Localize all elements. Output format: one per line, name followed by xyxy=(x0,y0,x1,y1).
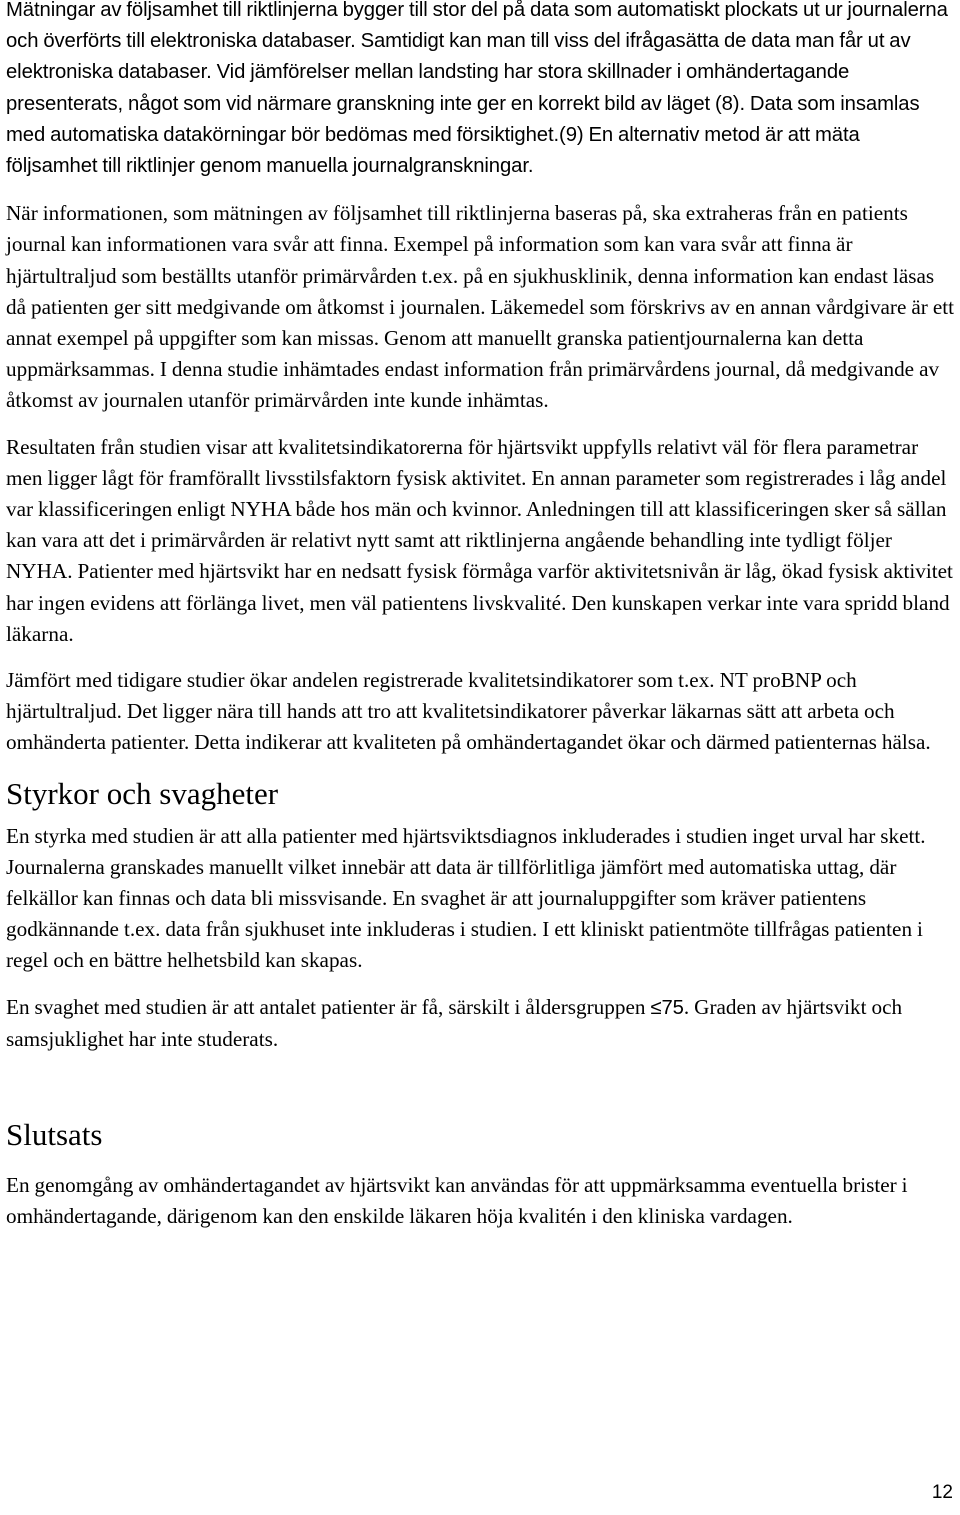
age-threshold-symbol: ≤75 xyxy=(650,996,684,1019)
document-page xyxy=(6,0,956,1233)
page-number: 12 xyxy=(931,1482,953,1503)
paragraph-weaknesses-text: En svaghet med studien är att antalet patienter är få, särskilt i åldersgruppen xyxy=(6,994,651,1019)
paragraph-conclusion: En genomgång av omhändertagandet av hjärtsvikt kan användas för att uppmärksamma eventuella brister i omhändertagande, därigenom kan den enskilde läkaren höja kvalitén i den kliniska vardagen. xyxy=(6,1173,908,1229)
paragraph-databases-citation: (9) En alternativ metod är att mäta följsamhet till riktlinjer genom manuella journalgranskningar. xyxy=(6,123,860,178)
paragraph-weaknesses-rest: . Graden av hjärtsvikt och samsjuklighet har inte studerats. xyxy=(6,994,903,1051)
heading-strengths-weaknesses: Styrkor och svagheter xyxy=(6,775,279,811)
paragraph-information-retrieval: När informationen, som mätningen av följsamhet till riktlinjerna baseras på, ska extraheras från en patients journal kan informationen vara svår att finna. Exempel på information som kan vara svår att finna är hjärtultraljud som beställts utanför primärvården t.ex. på en sjukhusklinik, denna information kan endast läsas då patienten ger sitt medgivande om åtkomst i journalen. Läkemedel som förskrivs av en annan vårdgivare är ett annat exempel på uppgifter som kan missas. Genom att manuellt granska patientjournalerna kan detta uppmärksammas. I denna studie inhämtades endast information från primärvårdens journal, då medgivande av åtkomst av journalen utanför primärvården inte kunde inhämtas. xyxy=(6,201,955,413)
paragraph-results: Resultaten från studien visar att kvalitetsindikatorerna för hjärtsvikt uppfylls relativt väl för flera parametrar men ligger lågt för framförallt livsstilsfaktorn fysisk aktivitet. En annan parameter som registrerades i låg andel var klassificeringen enligt NYHA både hos män och kvinnor. Anledningen till att klassificeringen sker så sällan kan vara att det i primärvården är relativt nytt samt att riktlinjerna angående behandling inte tydligt följer NYHA. Patienter med hjärtsvikt har en nedsatt fysisk förmåga varför aktivitetsnivån är låg, ökad fysisk aktivitet har ingen evidens att förlänga livet, men väl patientens livskvalité. Den kunskapen verkar inte vara spridd bland läkarna. xyxy=(6,434,953,646)
paragraph-strengths: En styrka med studien är att alla patienter med hjärtsviktsdiagnos inkluderades i studien inget urval har skett. Journalerna granskades manuellt vilket innebär att data är tillförlitliga jämfört med automatiska uttag, där felkällor kan finnas och data bli missvisande. En svaghet är att journaluppgifter som kräver patientens godkännande t.ex. data från sjukhuset inte inkluderas i studien. I ett kliniskt patientmöte tillfrågas patienten i regel och en bättre helhetsbild kan skapas. xyxy=(6,823,926,973)
paragraph-weaknesses xyxy=(6,992,956,1055)
paragraph-databases-text: Mätningar av följsamhet till riktlinjerna bygger till stor del på data som automatiskt plockats ut ur journalerna och överförts till elektroniska databaser. Samtidigt kan man till viss del ifrågasätta de data man får ut av elektroniska databaser. Vid jämförelser mellan landsting har stora skillnader i omhändertagande presenterats, något som vid närmare granskning inte ger en korrekt bild av läget (8). Data som insamlas med automatiska datakörningar bör bedömas med försiktighet. xyxy=(6,0,948,146)
heading-conclusion: Slutsats xyxy=(6,1117,103,1153)
paragraph-comparison: Jämfört med tidigare studier ökar andelen registrerade kvalitetsindikatorer som t.ex. NT proBNP och hjärtultraljud. Det ligger nära till hands att tro att kvalitetsindikatorer påverkar läkarnas sätt att arbeta och omhänderta patienter. Detta indikerar att kvaliteten på omhändertagandet ökar och därmed patienternas hälsa. xyxy=(6,668,931,755)
paragraph-databases xyxy=(6,0,956,182)
